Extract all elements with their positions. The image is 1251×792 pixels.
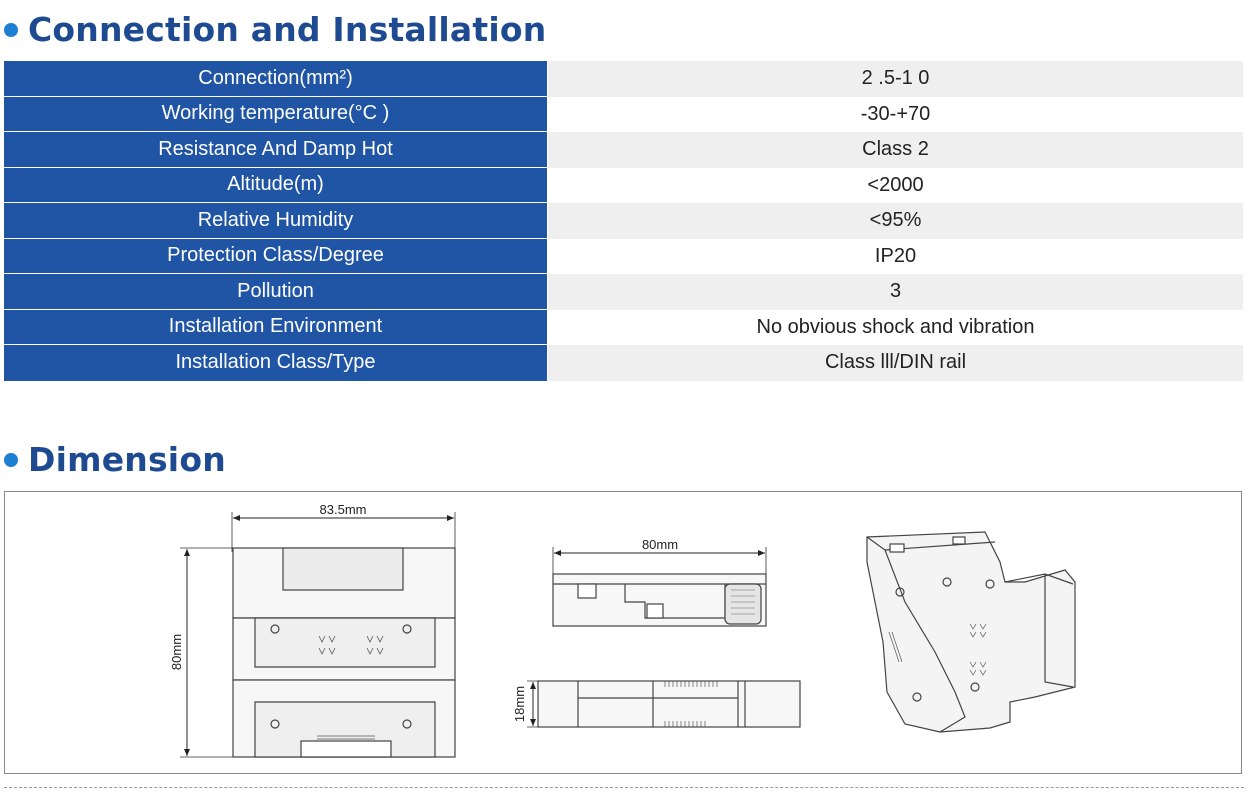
bullet-dot-icon xyxy=(4,23,18,37)
table-row xyxy=(4,61,1243,97)
spec-value: No obvious shock and vibration xyxy=(548,310,1243,346)
section-title-dimension xyxy=(4,440,226,479)
table-row xyxy=(4,274,1243,310)
dimension-drawings xyxy=(5,492,1241,773)
side-thickness-label: 18mm xyxy=(512,685,527,723)
top-width-label: 80mm xyxy=(641,537,679,552)
spec-value: -30-+70 xyxy=(548,97,1243,133)
spec-value: 3 xyxy=(548,274,1243,310)
front-width-label: 83.5mm xyxy=(319,502,367,517)
spec-value: <2000 xyxy=(548,168,1243,204)
spec-value: Class lll/DIN rail xyxy=(548,345,1243,381)
spec-label: Pollution xyxy=(4,274,547,310)
spec-label: Protection Class/Degree xyxy=(4,239,547,275)
table-row xyxy=(4,203,1243,239)
section-title-text: Dimension xyxy=(28,440,226,479)
table-row xyxy=(4,345,1243,381)
front-view-drawing xyxy=(180,512,455,757)
spec-value: 2 .5-1 0 xyxy=(548,61,1243,97)
section-title-text: Connection and Installation xyxy=(28,10,547,49)
side-view-drawing xyxy=(527,681,800,727)
spec-value: <95% xyxy=(548,203,1243,239)
table-row xyxy=(4,168,1243,204)
spec-label: Installation Class/Type xyxy=(4,345,547,381)
spec-label: Relative Humidity xyxy=(4,203,547,239)
top-view-drawing xyxy=(553,547,766,626)
dimension-drawing-box xyxy=(4,491,1242,774)
section-title-connection xyxy=(4,10,546,49)
isometric-view-drawing xyxy=(867,492,1075,732)
table-row xyxy=(4,310,1243,346)
table-row xyxy=(4,239,1243,275)
spec-label: Resistance And Damp Hot xyxy=(4,132,547,168)
table-row xyxy=(4,132,1243,168)
table-row xyxy=(4,97,1243,133)
spec-value: IP20 xyxy=(548,239,1243,275)
spec-label: Working temperature(°C ) xyxy=(4,97,547,133)
spec-value: Class 2 xyxy=(548,132,1243,168)
spec-label: Altitude(m) xyxy=(4,168,547,204)
dashed-divider xyxy=(4,787,1244,788)
spec-label: Connection(mm²) xyxy=(4,61,547,97)
spec-label: Installation Environment xyxy=(4,310,547,346)
bullet-dot-icon xyxy=(4,453,18,467)
spec-table xyxy=(4,61,1243,381)
front-height-label: 80mm xyxy=(169,633,184,671)
